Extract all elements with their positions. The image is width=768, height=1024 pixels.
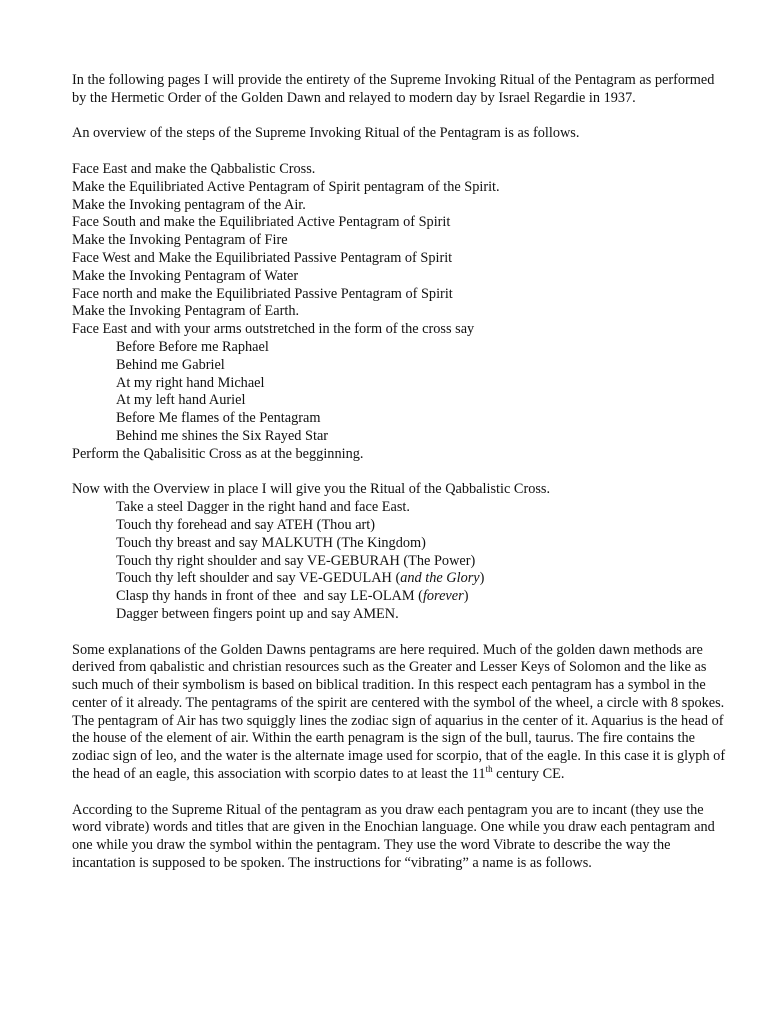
cross-step-italic: forever <box>422 588 464 605</box>
cross-step-line: Touch thy forehead and say ATEH (Thou art) <box>116 516 376 533</box>
ritual-steps-list <box>72 161 728 464</box>
invocation-line: At my right hand Michael <box>116 374 265 391</box>
intro-paragraph: In the following pages I will provide the entirety of the Supreme Invoking Ritual of the Pentagram as performed by the Hermetic Order of the Golden Dawn and relayed to modern day by Israel Regardie in 1937. <box>72 72 715 106</box>
step-line: Face South and make the Equilibriated Active Pentagram of Spirit <box>72 214 451 231</box>
superscript: th <box>485 764 493 775</box>
cross-intro: Now with the Overview in place I will give you the Ritual of the Qabbalistic Cross. <box>72 481 551 498</box>
cross-step-italic: and the Glory <box>400 570 480 587</box>
overview-intro: An overview of the steps of the Supreme Invoking Ritual of the Pentagram is as follows. <box>72 125 580 142</box>
cross-step-line <box>72 570 728 588</box>
step-line: Face north and make the Equilibriated Passive Pentagram of Spirit <box>72 285 453 302</box>
cross-step-text: Touch thy left shoulder and say VE-GEDULAH ( <box>116 570 401 587</box>
cross-step-line: Dagger between fingers point up and say AMEN. <box>116 605 399 622</box>
cross-step-line: Take a steel Dagger in the right hand and face East. <box>116 499 410 516</box>
cross-step-text: ) <box>479 570 485 587</box>
cross-step-line: Touch thy right shoulder and say VE-GEBURAH (The Power) <box>116 552 476 569</box>
step-line: Face West and Make the Equilibriated Passive Pentagram of Spirit <box>72 249 453 266</box>
invocation-line: Behind me shines the Six Rayed Star <box>116 427 329 444</box>
cross-step-line: Touch thy breast and say MALKUTH (The Kingdom) <box>116 534 426 551</box>
step-line: Face East and with your arms outstretched in the form of the cross say <box>72 321 475 338</box>
invocation-line: Before Me flames of the Pentagram <box>116 410 321 427</box>
invocation-line: Before Before me Raphael <box>116 338 269 355</box>
step-line: Make the Equilibriated Active Pentagram of Spirit pentagram of the Spirit. <box>72 178 500 195</box>
cross-step-text: ) <box>463 588 469 605</box>
step-line: Make the Invoking pentagram of the Air. <box>72 196 306 213</box>
qabbalistic-cross-section <box>72 481 728 623</box>
cross-step-line <box>72 588 728 606</box>
explanation-paragraph <box>72 642 728 784</box>
step-line: Make the Invoking Pentagram of Water <box>72 267 299 284</box>
explanation-text: century CE. <box>492 766 565 783</box>
invocation-line: At my left hand Auriel <box>116 392 246 409</box>
explanation-text: Some explanations of the Golden Dawns pentagrams are here required. Much of the golden dawn methods are derived from qabalistic and christian resources such as the Greater and Lesser Keys of Solomon and the like as such much of their symbolism is based on biblical tradition. In this respect each pentagram has a symbol in the center of it already. The pentagrams of the spirit are centered with the symbol of the wheel, a circle with 8 spokes. The pentagram of Air has two squiggly lines the zodiac sign of aquarius in the center of it. Aquarius is the head of the house of the element of air. Within the earth penagram is the sign of the bull, taurus. The fire contains the zodiac sign of leo, and the water is the alternate image used for scorpio, that of the eagle. In this case it is glyph of the head of an eagle, this association with scorpio dates to at least the 11 <box>72 641 726 783</box>
invocation-line: Behind me Gabriel <box>116 356 225 373</box>
vibrate-paragraph: According to the Supreme Ritual of the pentagram as you draw each pentagram you are to incant (they use the word vibrate) words and titles that are given in the Enochian language. One while you draw each pentagram and one while you draw the symbol within the pentagram. They use the word Vibrate to describe the way the incantation is supposed to be spoken. The instructions for “vibrating” a name is as follows. <box>72 801 715 872</box>
cross-step-text: Clasp thy hands in front of thee and say LE-OLAM ( <box>116 588 423 605</box>
step-line: Make the Invoking Pentagram of Fire <box>72 232 288 249</box>
step-line: Face East and make the Qabbalistic Cross. <box>72 160 316 177</box>
document-page <box>72 72 728 891</box>
closing-step-line: Perform the Qabalisitic Cross as at the begginning. <box>72 445 364 462</box>
step-line: Make the Invoking Pentagram of Earth. <box>72 303 300 320</box>
